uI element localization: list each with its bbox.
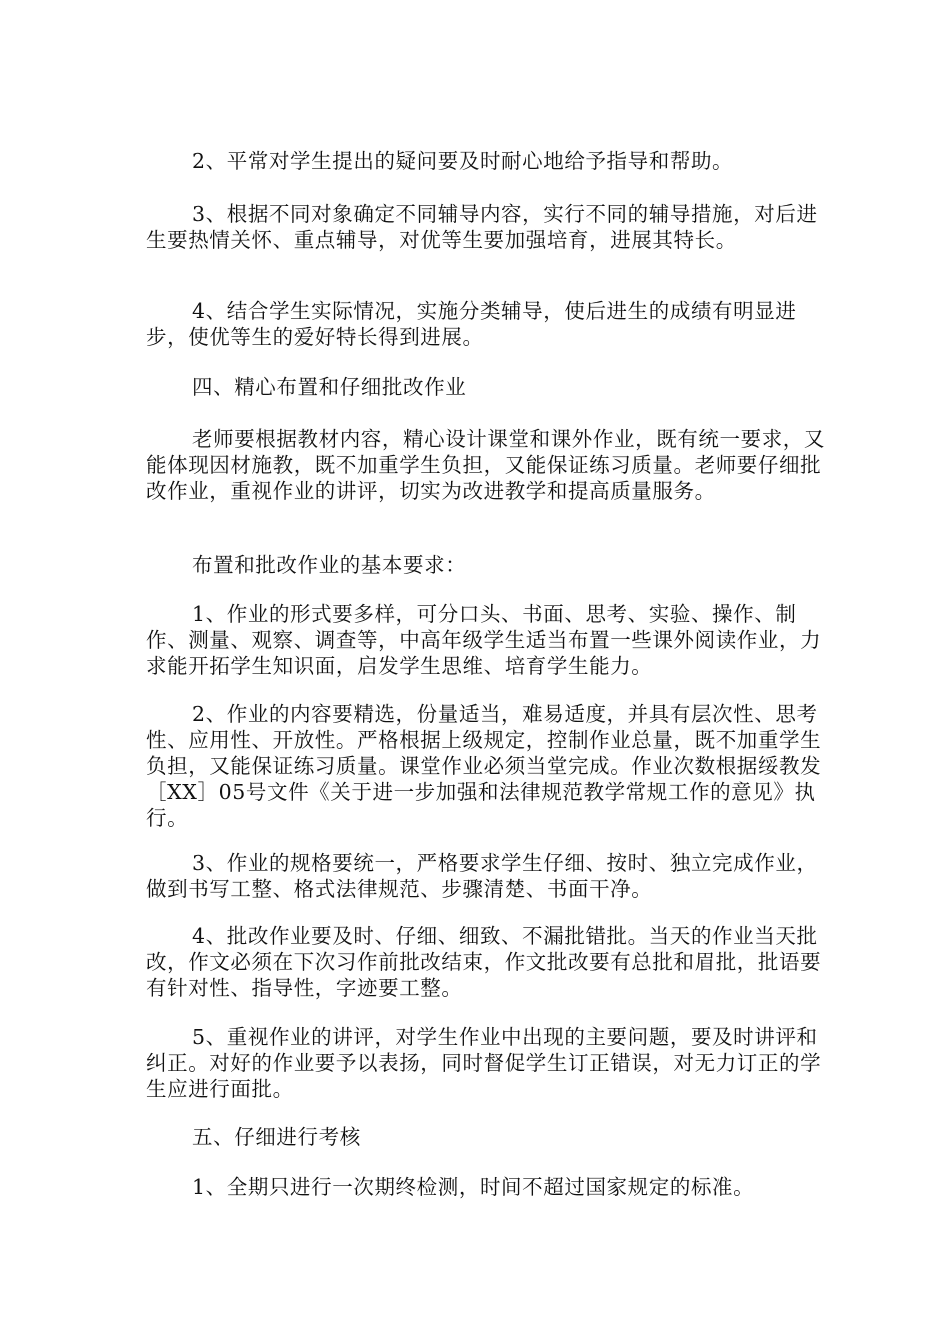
paragraph-homework-standards: 3、作业的规格要统一，严格要求学生仔细、按时、独立完成作业，做到书写工整、格式法律规范、步骤清楚、书面干净。 — [146, 851, 818, 901]
paragraph-homework-forms: 1、作业的形式要多样，可分口头、书面、思考、实验、操作、制作、测量、观察、调查等，中高年级学生适当布置一些课外阅读作业，力求能开拓学生知识面，启发学生思维、培育学生能力。 — [146, 602, 822, 678]
paragraph-homework-review: 5、重视作业的讲评，对学生作业中出现的主要问题，要及时讲评和纠正。对好的作业要予以表扬，同时督促学生订正错误，对无力订正的学生应进行面批。 — [146, 1025, 822, 1101]
paragraph-classified-tutoring: 4、结合学生实际情况，实施分类辅导，使后进生的成绩有明显进步，使优等生的爱好特长得到进展。 — [146, 299, 797, 349]
paragraph-final-exam: 1、全期只进行一次期终检测，时间不超过国家规定的标准。 — [192, 1175, 755, 1199]
section-heading-homework: 四、精心布置和仔细批改作业 — [192, 375, 467, 399]
paragraph-homework-requirements-intro: 布置和批改作业的基本要求： — [192, 553, 467, 577]
section-heading-assessment: 五、仔细进行考核 — [192, 1125, 361, 1149]
paragraph-homework-content: 2、作业的内容要精选，份量适当，难易适度，并具有层次性、思考性、应用性、开放性。严格根据上级规定，控制作业总量，既不加重学生负担，又能保证练习质量。课堂作业必须当堂完成。作业次数根据绥教发［XX］05号文件《关于进一步加强和法律规范教学常规工作的意见》执行。 — [146, 702, 822, 830]
paragraph-guidance-help: 2、平常对学生提出的疑问要及时耐心地给予指导和帮助。 — [192, 149, 734, 173]
paragraph-homework-design: 老师要根据教材内容，精心设计课堂和课外作业，既有统一要求，又能体现因材施教，既不加重学生负担，又能保证练习质量。老师要仔细批改作业，重视作业的讲评，切实为改进教学和提高质量服务。 — [146, 427, 825, 503]
paragraph-differentiated-tutoring: 3、根据不同对象确定不同辅导内容，实行不同的辅导措施，对后进生要热情关怀、重点辅导，对优等生要加强培育，进展其特长。 — [146, 202, 818, 252]
paragraph-homework-grading: 4、批改作业要及时、仔细、细致、不漏批错批。当天的作业当天批改，作文必须在下次习作前批改结束，作文批改要有总批和眉批，批语要有针对性、指导性，字迹要工整。 — [146, 924, 822, 1000]
